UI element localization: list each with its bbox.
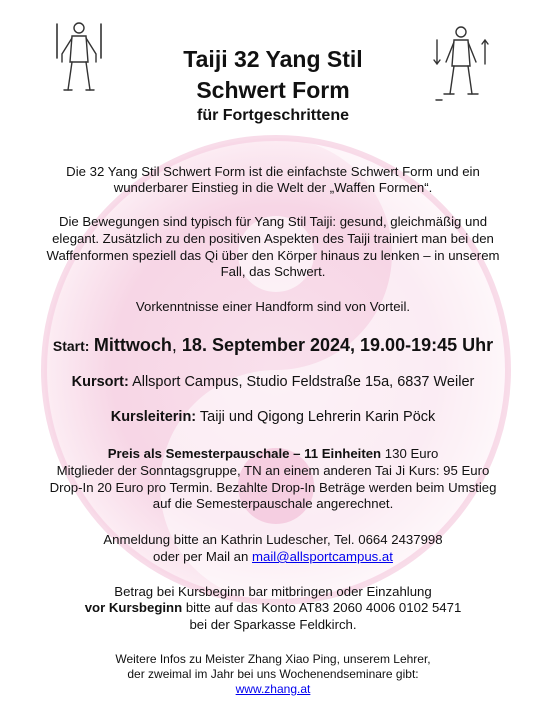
payment-deadline: vor Kursbeginn — [84, 600, 183, 615]
pricing-line-4: auf die Semesterpauschale angerechnet. — [152, 496, 394, 511]
payment-account: bitte auf das Konto AT83 2060 4006 0102 5471 — [182, 600, 462, 615]
pricing-line-2: Mitglieder der Sonntagsgruppe, TN an einem anderen Tai Ji Kurs: 95 Euro — [56, 463, 490, 478]
description-line-1: Die Bewegungen sind typisch für Yang Stil Taiji: gesund, gleichmäßig und — [58, 214, 488, 229]
location-line — [0, 373, 546, 391]
footer-line-1: Weitere Infos zu Meister Zhang Xiao Ping, unserem Lehrer, — [115, 652, 431, 666]
location-label: Kursort: — [71, 374, 129, 390]
registration-prefix: oder per Mail an — [153, 549, 253, 564]
pricing-label: Preis als Semesterpauschale – 11 Einheiten — [107, 446, 382, 461]
start-separator: , — [171, 335, 182, 355]
pricing-line-3: Drop-In 20 Euro pro Termin. Bezahlte Drop-In Beträge werden beim Umstieg — [49, 480, 497, 495]
start-date: 18. September 2024 — [181, 335, 351, 355]
description-line-3: Waffenformen speziell das Qi über den Körper hinaus zu lenken – in unserem — [46, 248, 500, 263]
instructor-label: Kursleiterin: — [110, 409, 197, 425]
instructor-line — [0, 408, 546, 426]
prerequisite-note: Vorkenntnisse einer Handform sind von Vorteil. — [135, 299, 411, 314]
intro-line-1: Die 32 Yang Stil Schwert Form ist die einfachste Schwert Form und ein — [66, 164, 480, 179]
start-label: Start: — [52, 338, 90, 354]
location-value: Allsport Campus, Studio Feldstraße 15a, 6837 Weiler — [128, 374, 475, 390]
email-link[interactable]: mail@allsportcampus.at — [252, 549, 393, 564]
footer-line-2: der zweimal im Jahr bei uns Wochenendseminare gibt: — [127, 667, 419, 681]
page-subtitle: für Fortgeschrittene — [196, 107, 349, 124]
pricing-line-1 — [0, 446, 546, 463]
pricing-value: 130 Euro — [381, 446, 439, 461]
description-line-4: Fall, das Schwert. — [220, 264, 326, 279]
footer-link-line — [0, 682, 546, 698]
payment-line-2 — [0, 600, 546, 617]
registration-line-1: Anmeldung bitte an Kathrin Ludescher, Tel. 0664 2437998 — [103, 532, 443, 547]
intro-line-2: wunderbarer Einstieg in die Welt der „Waffen Formen“. — [113, 180, 433, 195]
description-line-2: elegant. Zusätzlich zu den positiven Aspekten des Taiji trainiert man bei den — [52, 231, 494, 246]
start-day: Mittwoch — [93, 335, 172, 355]
page-title: Taiji 32 Yang Stil — [183, 46, 363, 72]
start-time: , 19.00-19:45 Uhr — [350, 335, 494, 355]
page-title-line2: Schwert Form — [196, 77, 350, 103]
registration-line-2 — [0, 549, 546, 566]
payment-line-1: Betrag bei Kursbeginn bar mitbringen oder Einzahlung — [114, 584, 432, 599]
instructor-value: Taiji und Qigong Lehrerin Karin Pöck — [196, 409, 436, 425]
payment-line-3: bei der Sparkasse Feldkirch. — [189, 617, 357, 632]
start-line — [0, 334, 546, 358]
website-link[interactable]: www.zhang.at — [235, 682, 311, 696]
